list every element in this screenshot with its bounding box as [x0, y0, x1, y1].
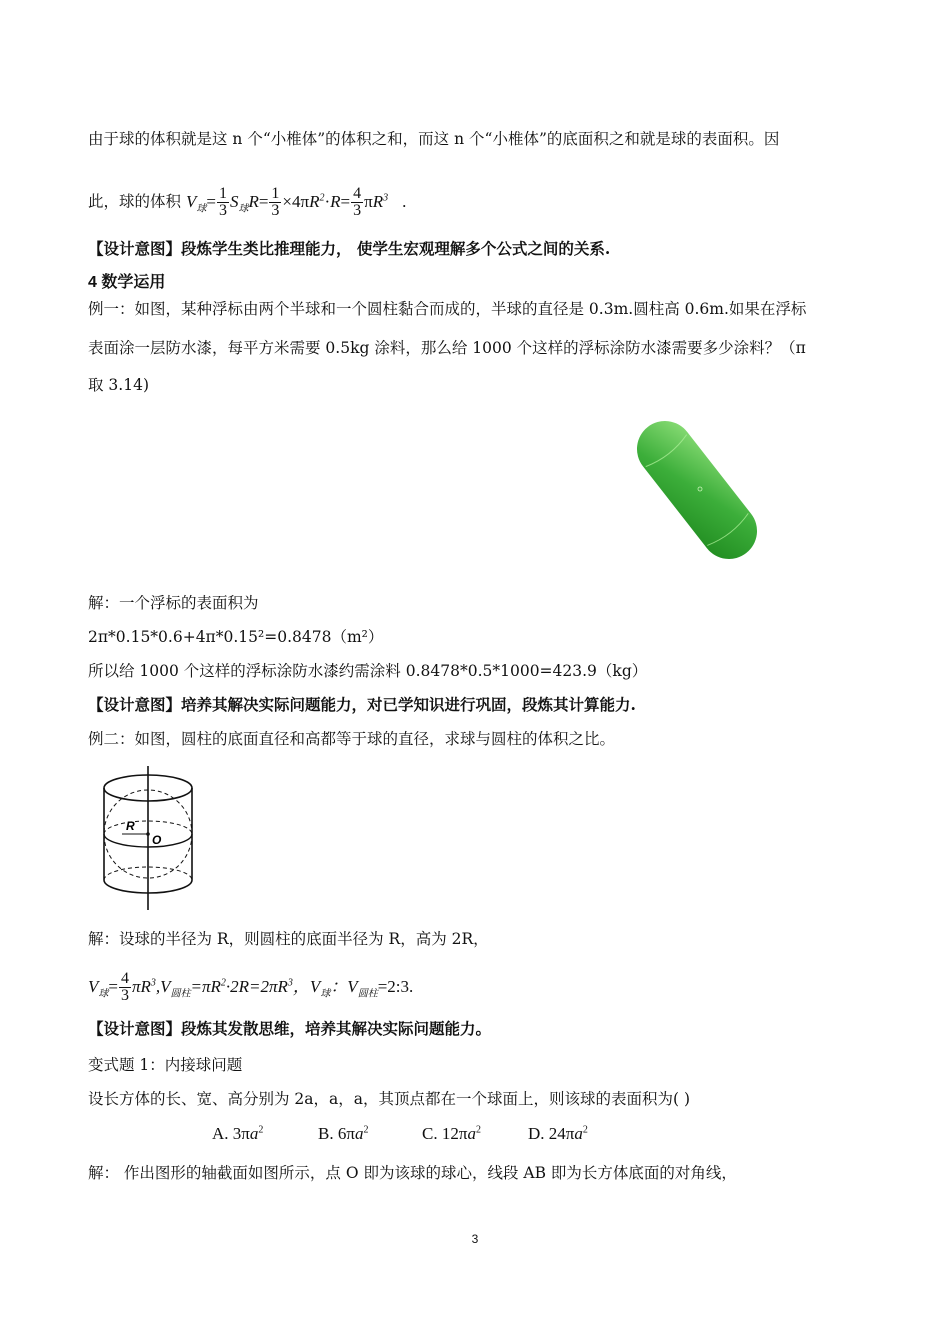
ratio-formula-line: [88, 962, 413, 1004]
solution1-line1: 解：一个浮标的表面积为: [88, 594, 259, 612]
buoy-figure: [625, 410, 770, 570]
ball-volume-formula-line: [88, 178, 406, 218]
variant-solution: 解： 作出图形的轴截面如图所示，点 O 即为该球的球心，线段 AB 即为长方体底面的对角线，: [88, 1164, 737, 1182]
design-intent-2: 【设计意图】培养其解决实际问题能力，对已学知识进行巩固，段炼其计算能力.: [88, 695, 636, 714]
label-O: O: [152, 833, 162, 847]
choice-a: A. $3\pi a^2$: [212, 1124, 264, 1143]
buoy-capsule: [626, 410, 769, 570]
solution2-line1: 解：设球的半径为 R，则圆柱的底面半径为 R，高为 2R，: [88, 930, 489, 948]
example1-line3: 取 3.14): [88, 376, 149, 394]
example2: 例二：如图，圆柱的底面直径和高都等于球的直径，求球与圆柱的体积之比。: [88, 730, 616, 748]
solution1-line3: 所以给 1000 个这样的浮标涂防水漆约需涂料 0.8478*0.5*1000=423.9（kg）: [88, 662, 648, 680]
solution1-line2: 2π*0.15*0.6+4π*0.15²=0.8478（m²）: [88, 628, 384, 646]
design-intent-1: 【设计意图】段炼学生类比推理能力， 使学生宏观理解多个公式之间的关系.: [88, 239, 611, 258]
cylinder-sphere-figure: [96, 762, 206, 912]
design-intent-3: 【设计意图】段炼其发散思维，培养其解决实际问题能力。: [88, 1019, 492, 1038]
variant-title: 变式题 1：内接球问题: [88, 1056, 243, 1074]
page-number: 3: [471, 1232, 479, 1246]
choice-c: C. $12\pi a^2$: [422, 1124, 481, 1143]
ratio-formula: $V_球=$ $\frac{4}{3}$ $\pi R^3,V_{圆柱}=\pi R^2\cdot 2R=2\pi R^3$，$V_球$：$V_{圆柱}=2:3$.: [88, 970, 414, 1005]
variant-question: 设长方体的长、宽、高分别为 2a，a，a，其顶点都在一个球面上，则该球的表面积为( ): [88, 1090, 691, 1108]
choice-b: B. $6\pi a^2$: [318, 1124, 369, 1143]
choice-d: D. $24\pi a^2$: [528, 1124, 588, 1143]
label-R: R: [126, 819, 135, 833]
paragraph-ball-volume: 由于球的体积就是这 n 个“小椎体”的体积之和，而这 n 个“小椎体”的底面积之和就是球的表面积。因: [88, 130, 780, 148]
formula-prefix: 此，球的体积: [88, 192, 182, 211]
example1-line1: 例一：如图，某种浮标由两个半球和一个圆柱黏合而成的，半球的直径是 0.3m.圆柱高 0.6m.如果在浮标: [88, 300, 807, 318]
center-point: [146, 832, 150, 836]
ball-volume-formula: $V_球=$ $\frac{1}{3}$ $S_球R=$ $\frac{1}{3}$ $\times 4\pi R^2\cdot R=$ $\frac{4}{3}$ $\pi R^3$ .: [185, 185, 407, 220]
section-heading: 4 数学运用: [88, 274, 166, 291]
example1-line2: 表面涂一层防水漆，每平方米需要 0.5kg 涂料，那么给 1000 个这样的浮标涂防水漆需要多少涂料？（π: [88, 339, 806, 357]
